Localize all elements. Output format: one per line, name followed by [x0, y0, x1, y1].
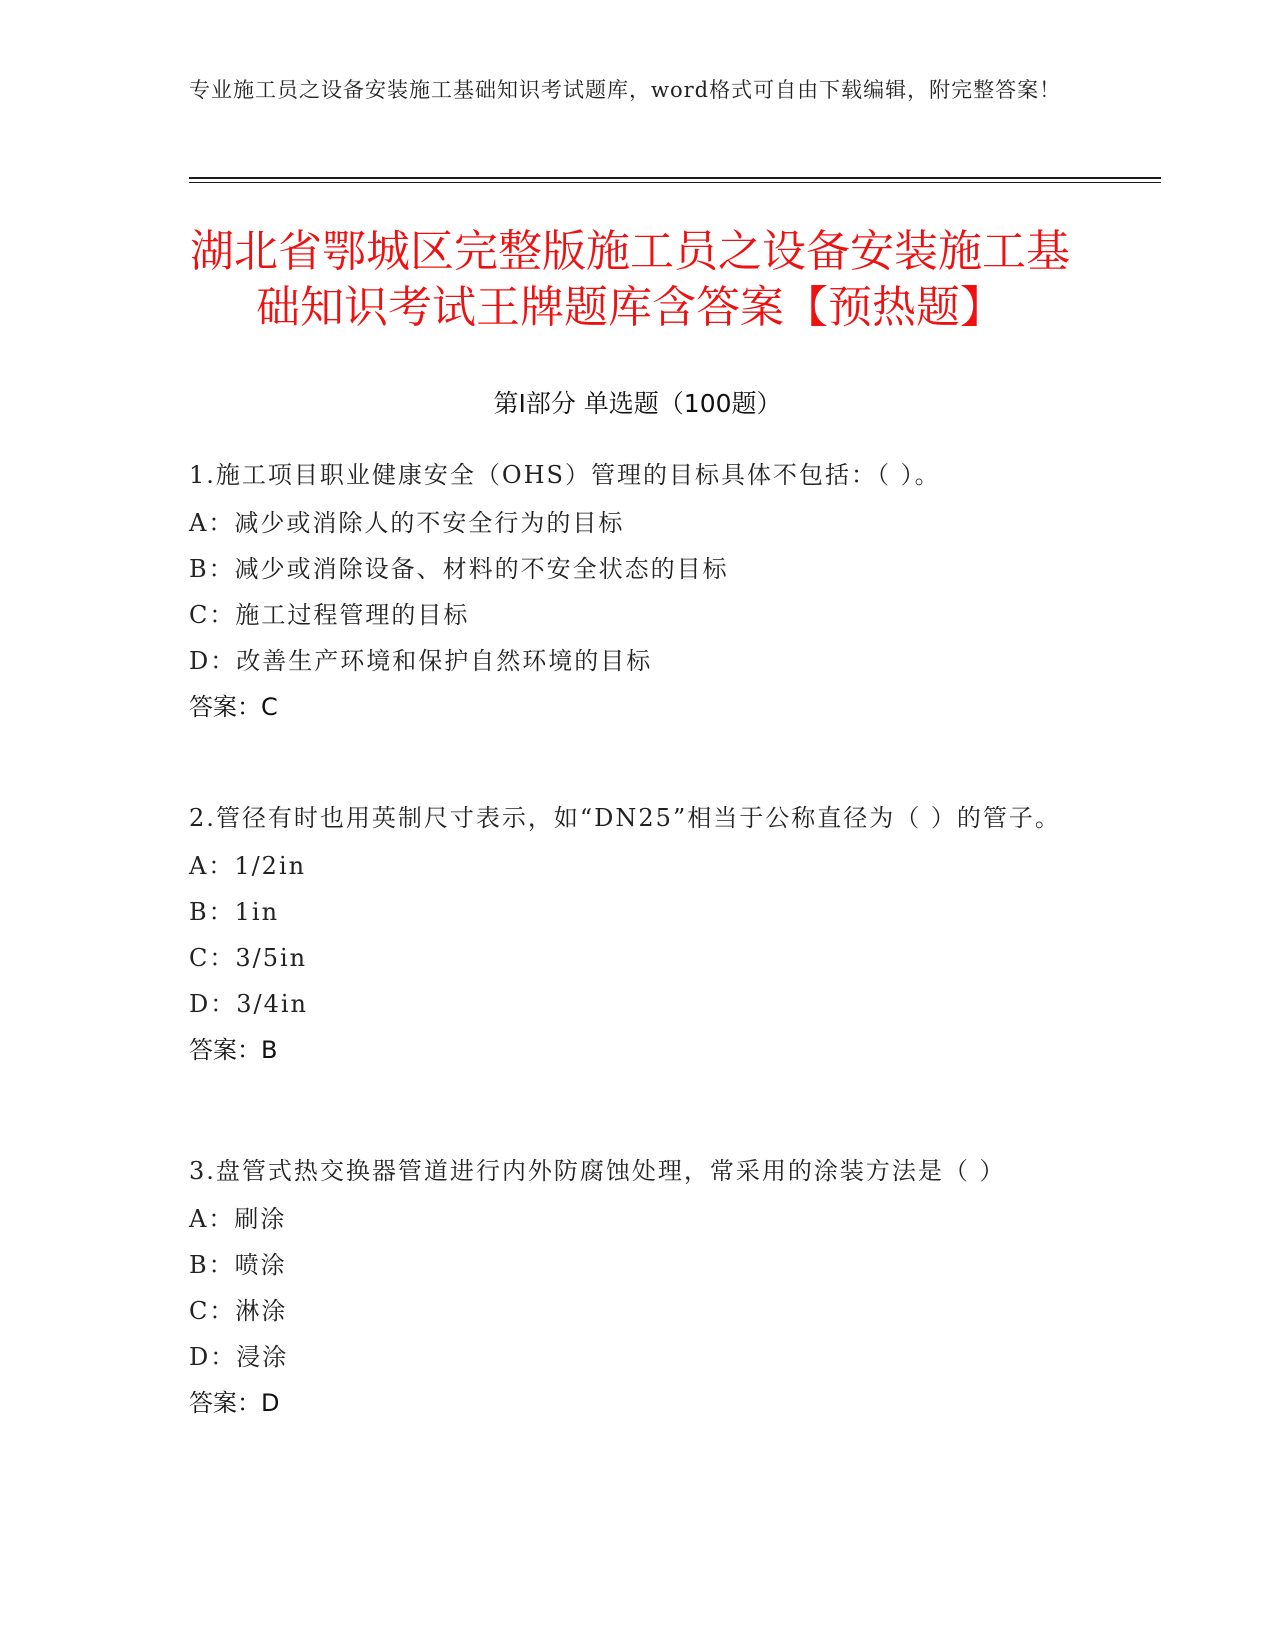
- section-heading: 第Ⅰ部分 单选题（100题）: [493, 389, 782, 418]
- option-c: C：施工过程管理的目标: [189, 601, 470, 629]
- answer: 答案：D: [189, 1389, 280, 1417]
- answer: 答案：C: [189, 693, 278, 721]
- header-divider-thin: [189, 182, 1161, 183]
- question-text: 2.管径有时也用英制尺寸表示，如“DN25”相当于公称直径为（ ）的管子。: [189, 804, 1061, 832]
- answer: 答案：B: [189, 1036, 278, 1064]
- header-note: 专业施工员之设备安装施工基础知识考试题库，word格式可自由下载编辑，附完整答案！: [189, 78, 1062, 102]
- option-a: A：1/2in: [189, 852, 307, 880]
- option-b: B：1in: [189, 898, 280, 926]
- option-b: B：喷涂: [189, 1251, 287, 1279]
- option-d: D：改善生产环境和保护自然环境的目标: [189, 647, 653, 675]
- header-divider-thick: [189, 177, 1161, 179]
- option-b: B：减少或消除设备、材料的不安全状态的目标: [189, 555, 729, 583]
- question-3: [189, 1146, 1089, 1426]
- question-1: [189, 450, 1089, 730]
- option-d: D：浸涂: [189, 1343, 289, 1371]
- option-c: C：3/5in: [189, 944, 308, 972]
- option-a: A：刷涂: [189, 1205, 287, 1233]
- option-d: D：3/4in: [189, 990, 308, 1018]
- question-text: 3.盘管式热交换器管道进行内外防腐蚀处理，常采用的涂装方法是（ ）: [189, 1157, 1006, 1185]
- document-title: 湖北省鄂城区完整版施工员之设备安装施工基础知识考试王牌题库含答案【预热题】: [190, 226, 1070, 333]
- question-text: 1.施工项目职业健康安全（OHS）管理的目标具体不包括：（ ）。: [189, 461, 941, 489]
- option-a: A：减少或消除人的不安全行为的目标: [189, 509, 625, 537]
- option-c: C：淋涂: [189, 1297, 288, 1325]
- question-2: [189, 793, 1089, 1073]
